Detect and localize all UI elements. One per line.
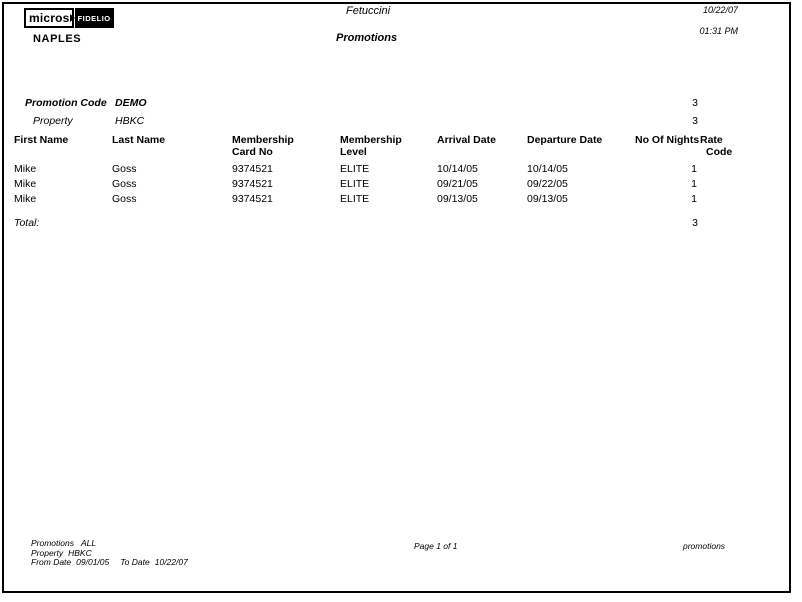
footer-filter-info <box>31 539 188 568</box>
table-row <box>14 192 784 207</box>
micros-fidelio-logo <box>24 8 114 28</box>
cell-no-of-nights: 1 <box>691 163 697 175</box>
cell-membership-card-no: 9374521 <box>232 193 273 205</box>
cell-rate-code <box>697 192 784 207</box>
table-header-row <box>14 134 784 158</box>
cell-rate-code <box>697 177 784 192</box>
cell-first-name: Mike <box>14 163 37 175</box>
col-membership-card-line2: Card No <box>232 146 273 158</box>
company-name: Fetuccini <box>346 5 391 17</box>
cell-last-name: Goss <box>112 193 137 205</box>
cell-membership-level: ELITE <box>340 193 370 205</box>
property-value: HBKC <box>115 115 145 127</box>
footer-from-date-value: 09/01/05 <box>76 557 110 567</box>
footer-property-value: HBKC <box>68 547 92 558</box>
cell-departure-date: 09/22/05 <box>527 178 568 190</box>
col-arrival-date: Arrival Date <box>437 134 496 146</box>
report-page <box>2 2 791 593</box>
footer-to-date-value: 10/22/07 <box>154 557 188 567</box>
footer-promotions-label: Promotions <box>31 538 74 548</box>
logo-arrow-icon <box>70 14 75 22</box>
cell-membership-level: ELITE <box>340 178 370 190</box>
cell-arrival-date: 10/14/05 <box>437 163 478 175</box>
property-row <box>4 115 789 128</box>
footer-to-date-label: To Date <box>120 557 150 567</box>
print-date: 10/22/07 <box>702 5 738 15</box>
fidelio-logo-text: FIDELIO <box>75 8 114 28</box>
col-no-of-nights: No Of Nights <box>635 134 700 146</box>
cell-no-of-nights: 1 <box>691 178 697 190</box>
cell-departure-date: 09/13/05 <box>527 193 568 205</box>
col-first-name: First Name <box>14 134 69 146</box>
cell-membership-card-no: 9374521 <box>232 163 273 175</box>
cell-first-name: Mike <box>14 193 37 205</box>
col-membership-level-line2: Level <box>340 146 367 158</box>
col-rate-code <box>697 134 784 158</box>
col-membership-card-line1: Membership <box>232 134 294 146</box>
cell-membership-card-no: 9374521 <box>232 178 273 190</box>
cell-membership-level: ELITE <box>340 163 370 175</box>
promotion-code-label: Promotion Code <box>25 97 107 109</box>
print-datetime <box>699 5 738 37</box>
print-time: 01:31 PM <box>699 26 738 36</box>
col-rate-code-line2: Code <box>706 146 733 158</box>
page-number: Page 1 of 1 <box>414 541 458 551</box>
cell-arrival-date: 09/21/05 <box>437 178 478 190</box>
total-value: 3 <box>692 217 698 229</box>
col-membership-card-no <box>232 134 340 158</box>
cell-first-name: Mike <box>14 178 37 190</box>
property-count: 3 <box>692 115 698 127</box>
footer-property-label: Property <box>31 547 64 558</box>
cell-departure-date: 10/14/05 <box>527 163 568 175</box>
col-membership-level-line1: Membership <box>340 134 402 146</box>
promotion-code-count: 3 <box>692 97 698 109</box>
micros-logo-text: micros <box>24 8 74 28</box>
cell-last-name: Goss <box>112 178 137 190</box>
footer-from-date-label: From Date <box>31 557 72 567</box>
col-membership-level <box>340 134 437 158</box>
report-title: Promotions <box>336 32 398 44</box>
property-label: Property <box>33 115 73 127</box>
col-last-name: Last Name <box>112 134 166 146</box>
cell-last-name: Goss <box>112 163 137 175</box>
col-departure-date: Departure Date <box>527 134 603 146</box>
report-file-name: promotions <box>683 541 726 551</box>
cell-rate-code <box>697 162 784 177</box>
total-label: Total: <box>14 217 40 229</box>
cell-no-of-nights: 1 <box>691 193 697 205</box>
promotion-code-value: DEMO <box>115 97 147 109</box>
promotion-code-row <box>4 97 789 110</box>
cell-arrival-date: 09/13/05 <box>437 193 478 205</box>
table-row <box>14 177 784 192</box>
property-name: NAPLES <box>33 33 82 45</box>
table-body <box>14 162 784 207</box>
promotions-table <box>14 134 784 207</box>
table-row <box>14 162 784 177</box>
col-rate-code-line1: Rate <box>700 134 723 146</box>
footer-promotions-value: ALL <box>81 538 97 548</box>
footer-daterange-line <box>31 558 188 568</box>
